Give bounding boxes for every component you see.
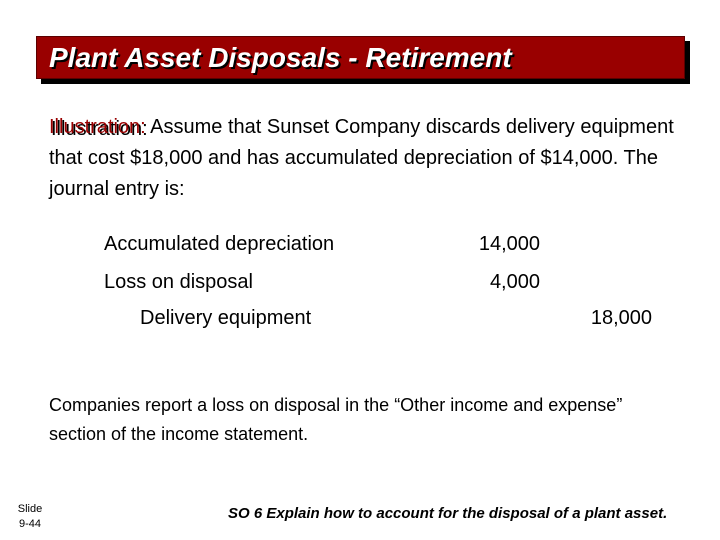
debit-2-account: Loss on disposal [104,271,253,293]
illustration-text: Assume that Sunset Company discards delivery equipment that cost $18,000 and has accumulated depreciation of $14,000. The journal entry is: [49,116,674,200]
illustration-label: Illustration: [49,116,146,138]
slide-title: Plant Asset Disposals - Retirement [49,42,512,73]
objective-text: Explain how to account for the disposal of a plant asset. [266,505,668,522]
credit-1-amount: 18,000 [590,307,652,329]
credit-1-account: Delivery equipment [140,307,312,329]
slide-number [10,502,50,532]
title-bar [36,36,685,79]
note-paragraph: Companies report a loss on disposal in the “Other income and expense” section of the income statement. [49,395,623,444]
debit-2-amount: 4,000 [489,271,540,293]
slide-number-text: 9-44 [18,518,42,530]
slide-label-text: Slide [17,503,43,515]
illustration-paragraph [49,112,689,205]
study-objective [228,505,667,522]
debit-1-amount: 14,000 [478,233,540,255]
objective-code: SO 6 [228,505,263,522]
debit-1-account: Accumulated depreciation [104,233,335,255]
